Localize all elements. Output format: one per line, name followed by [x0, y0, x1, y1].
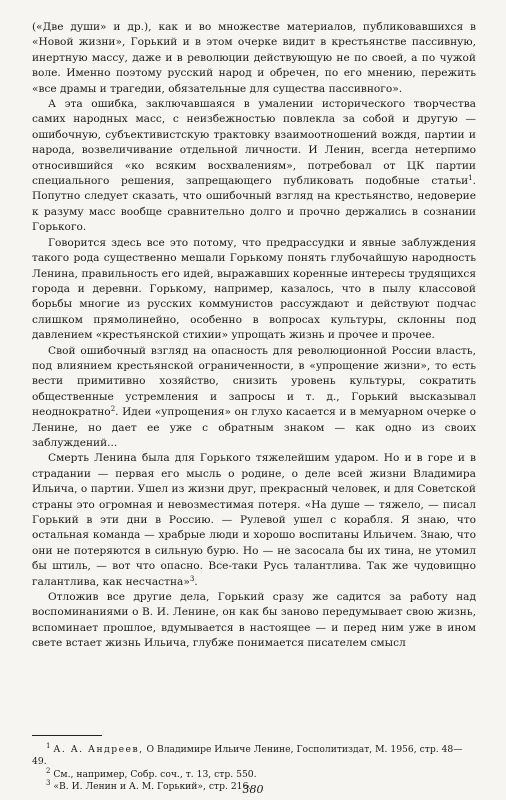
- paragraph-3-text: Говорится здесь все это потому, что предрассудки и явные заблуждения такого рода существенно мешали Горькому понять глубочайшую народность Ленина, правильность его идей, выражавших коренные интересы трудящихся города и деревни. Горькому, например, казалось, что в пылу классовой борьбы многие из русских коммунистов рассуждают и действуют подчас слишком прямолинейно, особенно в вопросах культуры, склонны под давлением «крестьянской стихии» упрощать жизнь и прочее и прочее.: [32, 236, 476, 342]
- footnote-2-number: 2: [46, 766, 51, 775]
- footnote-3-number: 3: [46, 779, 51, 788]
- paragraph-5: [32, 451, 476, 590]
- footnote-1-author: А. А. Андреев,: [53, 744, 144, 755]
- page-number: 380: [242, 783, 264, 796]
- body-text: [32, 20, 476, 652]
- footnote-2: [32, 766, 476, 781]
- footnote-ref-1: 1: [468, 174, 473, 183]
- paragraph-2: [32, 97, 476, 236]
- paragraph-6-text: Отложив все другие дела, Горький сразу же садится за работу над воспоминаниями о В. И. Ленине, он как бы заново передумывает свою жизнь, вспоминает прошлое, вдумывается в настоящее — и перед ним уже в ином свете встает жизнь Ильича, глубже понимается писателем смысл: [32, 591, 476, 650]
- paragraph-1-text: («Две души» и др.), как и во множестве материалов, публиковавшихся в «Новой жизни», Горький и в этом очерке видит в крестьянстве пассивную, инертную массу, даже и в революции действующую не по своей, а по чужой воле. Именно поэтому русский народ и обречен, по его мнению, пережить «все драмы и трагедии, обязательные для существа пассивного».: [32, 21, 476, 95]
- paragraph-5-text: Смерть Ленина была для Горького тяжелейшим ударом. Но и в горе и в страдании — первая его мысль о родине, о деле всей жизни Владимира Ильича, о партии. Ушел из жизни друг, прекрасный человек, и для Советской страны это огромная и невозместимая потеря. «На душе — тяжело, — писал Горький в эти дни в Россию. — Рулевой ушел с корабля. Я знаю, что остальная команда — храбрые люди и хорошо воспитаны Ильичем. Знаю, что они не потеряются в сильную бурю. Но — не засосала бы их тина, не утомил бы штиль, — вот что опасно. Все-таки Русь талантлива. Так же чудовищно галантлива, как несчастна»: [32, 452, 476, 588]
- paragraph-1: [32, 20, 476, 97]
- paragraph-5-tail: .: [194, 575, 198, 588]
- paragraph-6: [32, 590, 476, 652]
- footnote-divider: [32, 735, 102, 736]
- footnote-1: [32, 744, 476, 769]
- paragraph-4-text: Свой ошибочный взгляд на опасность для революционной России власть, под влиянием крестьянской ограниченности, в «упрощение жизни», то есть вести примитивно хозяйство, снизить уровень культуры, сократить общественные устремления и запросы и т. д., Горький высказывал неоднократно: [32, 344, 476, 419]
- paragraph-4-tail: . Идеи «упрощения» он глухо касается и в мемуарном очерке о Ленине, но дает ее уже с обратным знаком — как одно из своих заблуждений...: [32, 406, 476, 449]
- paragraph-2-tail: . Попутно следует сказать, что ошибочный взгляд на крестьянство, недоверие к разуму масс вообще сравнительно долго и прочно держались в сознании Горького.: [32, 175, 476, 234]
- footnote-1-number: 1: [46, 742, 51, 750]
- paragraph-4: [32, 344, 476, 452]
- footnote-3-text: «В. И. Ленин и А. М. Горький», стр. 216.: [50, 781, 252, 793]
- paragraph-3: [32, 236, 476, 344]
- footnote-ref-2: 2: [110, 405, 116, 414]
- footnote-2-text: См., например, Собр. соч., т. 13, стр. 550.: [50, 768, 257, 780]
- footnote-1-text: О Владимире Ильиче Ленине, Госполитиздат, М. 1956, стр. 48—49.: [32, 744, 463, 768]
- paragraph-2-text: А эта ошибка, заключавшаяся в умалении исторического творчества самих народных масс, с неизбежностью повлекла за собой и другую — ошибочную, субъективистскую трактовку взаимоотношений вождя, партии и народа, возвеличивание отдельной личности. И Ленин, всегда нетерпимо относившийся «ко всяким восхвалениям», потребовал от ЦК партии специального решения, запрещающего публиковать подобные статьи: [32, 98, 476, 188]
- footnote-ref-3: 3: [189, 574, 195, 583]
